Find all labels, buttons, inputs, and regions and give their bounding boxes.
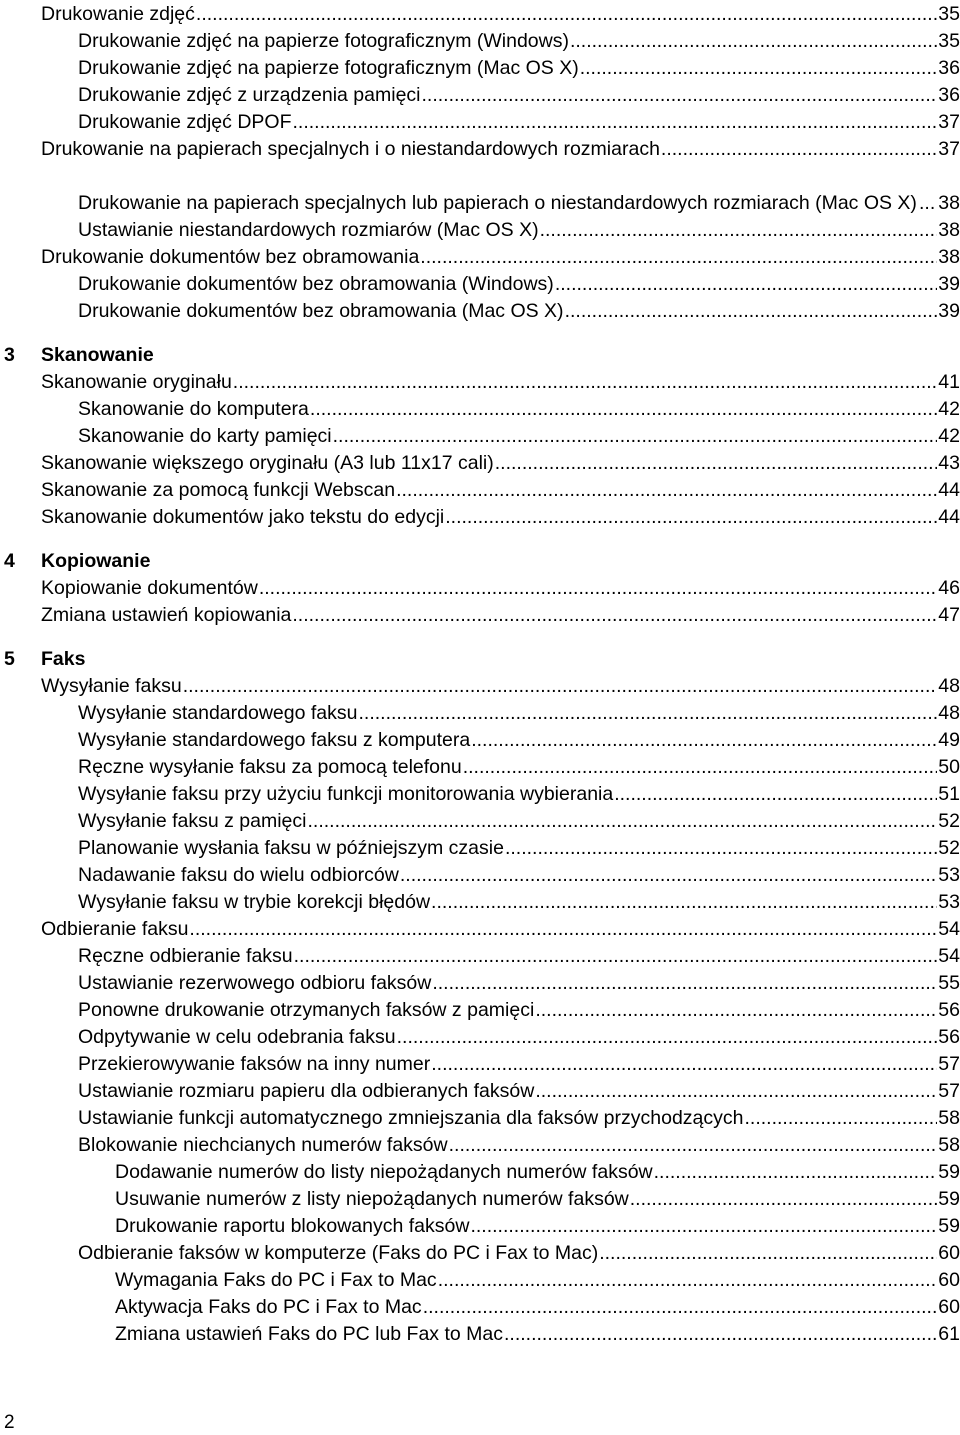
toc-entry-title: Skanowanie większego oryginału (A3 lub 11x17 cali) (41, 450, 495, 477)
chapter-title: Kopiowanie (41, 550, 151, 572)
toc-entry-title: Skanowanie do karty pamięci (78, 423, 333, 450)
dot-leader (599, 1240, 937, 1267)
toc-entry-title: Drukowanie dokumentów bez obramowania (41, 244, 420, 271)
toc-entry[interactable] (78, 997, 960, 1024)
toc-entry-title: Drukowanie zdjęć (41, 1, 196, 28)
chapter-number: 5 (4, 648, 15, 670)
dot-leader (397, 1024, 938, 1051)
chapter-number: 4 (4, 550, 15, 572)
toc-entry-page: 39 (938, 273, 960, 295)
toc-entry-title: Drukowanie dokumentów bez obramowania (Mac OS X) (78, 298, 565, 325)
toc-entry[interactable] (78, 1132, 960, 1159)
toc-entry-page: 61 (938, 1323, 960, 1345)
toc-entry-title: Drukowanie na papierach specjalnych lub papierach o niestandardowych rozmiarach (Mac OS X) (78, 190, 919, 217)
toc-entry-page: 35 (938, 30, 960, 52)
toc-entry-page: 58 (938, 1134, 960, 1156)
toc-entry-page: 57 (938, 1053, 960, 1075)
toc-entry[interactable] (78, 970, 960, 997)
dot-leader (535, 1078, 937, 1105)
toc-entry-page: 35 (938, 3, 960, 25)
toc-entry[interactable] (115, 1186, 960, 1213)
dot-leader (504, 1321, 937, 1348)
toc-entry-page: 50 (938, 756, 960, 778)
dot-leader (400, 862, 937, 889)
dot-leader (196, 1, 937, 28)
toc-entry-page: 36 (938, 84, 960, 106)
dot-leader (438, 1267, 938, 1294)
toc-entry-title: Skanowanie oryginału (41, 369, 233, 396)
toc-entry-page: 42 (938, 398, 960, 420)
dot-leader (470, 1213, 937, 1240)
toc-entry-page: 47 (938, 604, 960, 626)
toc-entry-page: 56 (938, 999, 960, 1021)
toc-entry-page: 59 (938, 1188, 960, 1210)
toc-entry[interactable] (41, 504, 960, 531)
dot-leader (449, 1132, 938, 1159)
toc-entry-page: 51 (938, 783, 960, 805)
toc-entry-title: Zmiana ustawień kopiowania (41, 602, 292, 629)
toc-entry-page: 37 (938, 138, 960, 160)
toc-entry[interactable] (115, 1213, 960, 1240)
toc-entry[interactable] (41, 136, 960, 163)
dot-leader (183, 673, 938, 700)
dot-leader (420, 244, 937, 271)
dot-leader (555, 271, 937, 298)
toc-entry[interactable] (78, 298, 960, 325)
toc-entry-page: 42 (938, 425, 960, 447)
toc-entry[interactable] (78, 835, 960, 862)
toc-entry-title: Wysyłanie standardowego faksu (78, 700, 358, 727)
toc-entry[interactable] (115, 1267, 960, 1294)
toc-entry-title: Ustawianie rezerwowego odbioru faksów (78, 970, 432, 997)
toc-entry[interactable] (78, 163, 960, 217)
toc-entry-page: 37 (938, 111, 960, 133)
toc-entry[interactable] (78, 423, 960, 450)
toc-entry[interactable] (78, 781, 960, 808)
toc-entry-title: Ustawianie niestandardowych rozmiarów (Mac OS X) (78, 217, 540, 244)
chapter-heading[interactable] (0, 646, 960, 673)
toc-entry-title: Nadawanie faksu do wielu odbiorców (78, 862, 400, 889)
toc-entry-title: Drukowanie zdjęć na papierze fotograficznym (Windows) (78, 28, 570, 55)
toc-entry-page: 59 (938, 1215, 960, 1237)
dot-leader (422, 82, 938, 109)
toc-entry-page: 38 (938, 246, 960, 268)
dot-leader (294, 943, 938, 970)
dot-leader (259, 575, 937, 602)
toc-entry-title: Odpytywanie w celu odebrania faksu (78, 1024, 397, 1051)
dot-leader (445, 504, 937, 531)
chapter-heading[interactable] (0, 342, 960, 369)
toc-entry[interactable] (78, 217, 960, 244)
toc-entry-title: Ręczne wysyłanie faksu za pomocą telefonu (78, 754, 463, 781)
toc-entry[interactable] (78, 1105, 960, 1132)
toc-entry-page: 55 (938, 972, 960, 994)
chapter-title: Skanowanie (41, 344, 154, 366)
toc-entry-page: 54 (938, 945, 960, 967)
dot-leader (396, 477, 937, 504)
toc-entry[interactable] (78, 55, 960, 82)
toc-entry-page: 52 (938, 837, 960, 859)
toc-entry[interactable] (115, 1294, 960, 1321)
dot-leader (565, 298, 938, 325)
toc-entry-title: Drukowanie zdjęć na papierze fotograficznym (Mac OS X) (78, 55, 580, 82)
toc-entry-title: Ponowne drukowanie otrzymanych faksów z pamięci (78, 997, 535, 1024)
toc-entry[interactable] (78, 727, 960, 754)
dot-leader (431, 889, 937, 916)
dot-leader (292, 602, 937, 629)
toc-entry[interactable] (41, 916, 960, 943)
dot-leader (745, 1105, 938, 1132)
toc-entry-title: Blokowanie niechcianych numerów faksów (78, 1132, 449, 1159)
toc-entry-title: Wysyłanie faksu w trybie korekcji błędów (78, 889, 431, 916)
dot-leader (431, 1051, 937, 1078)
toc-entry-page: 36 (938, 57, 960, 79)
toc-entry-page: 48 (938, 702, 960, 724)
dot-leader (661, 136, 937, 163)
dot-leader (293, 109, 938, 136)
toc-entry-page: 46 (938, 577, 960, 599)
toc-entry[interactable] (78, 889, 960, 916)
dot-leader (535, 997, 937, 1024)
toc-entry[interactable] (78, 754, 960, 781)
dot-leader (919, 190, 937, 217)
toc-entry-title: Ręczne odbieranie faksu (78, 943, 294, 970)
toc-entry-title: Zmiana ustawień Faks do PC lub Fax to Mac (115, 1321, 504, 1348)
toc-entry[interactable] (78, 396, 960, 423)
toc-entry[interactable] (78, 82, 960, 109)
toc-entry-title: Skanowanie za pomocą funkcji Webscan (41, 477, 396, 504)
toc-entry-title: Przekierowywanie faksów na inny numer (78, 1051, 431, 1078)
toc-entry-page: 57 (938, 1080, 960, 1102)
toc-entry-title: Drukowanie na papierach specjalnych i o niestandardowych rozmiarach (41, 136, 661, 163)
chapter-number: 3 (4, 344, 15, 366)
toc-entry-page: 41 (938, 371, 960, 393)
toc-entry-title: Wymagania Faks do PC i Fax to Mac (115, 1267, 438, 1294)
dot-leader (580, 55, 938, 82)
toc-entry-page: 43 (938, 452, 960, 474)
toc-entry-title: Ustawianie rozmiaru papieru dla odbieranych faksów (78, 1078, 535, 1105)
dot-leader (630, 1186, 938, 1213)
toc-entry-page: 38 (938, 219, 960, 241)
toc-entry-page: 54 (938, 918, 960, 940)
toc-entry-title: Drukowanie zdjęć DPOF (78, 109, 293, 136)
toc-entry-title: Wysyłanie faksu przy użyciu funkcji monitorowania wybierania (78, 781, 614, 808)
toc-entry-title: Odbieranie faksów w komputerze (Faks do PC i Fax to Mac) (78, 1240, 599, 1267)
toc-entry[interactable] (78, 1051, 960, 1078)
toc-entry[interactable] (78, 28, 960, 55)
toc-entry[interactable] (41, 1, 960, 28)
toc-entry[interactable] (78, 1024, 960, 1051)
toc-entry[interactable] (78, 1078, 960, 1105)
toc-entry[interactable] (115, 1159, 960, 1186)
toc-entry-page: 49 (938, 729, 960, 751)
toc-entry-page: 53 (938, 891, 960, 913)
toc-entry[interactable] (78, 109, 960, 136)
dot-leader (423, 1294, 938, 1321)
dot-leader (471, 727, 937, 754)
toc-entry-title: Skanowanie dokumentów jako tekstu do edycji (41, 504, 445, 531)
toc-entry-title: Odbieranie faksu (41, 916, 189, 943)
toc-entry[interactable] (78, 862, 960, 889)
dot-leader (463, 754, 938, 781)
chapter-title: Faks (41, 648, 86, 670)
toc-entry-page: 53 (938, 864, 960, 886)
chapter-heading[interactable] (0, 548, 960, 575)
toc-entry-title: Drukowanie zdjęć z urządzenia pamięci (78, 82, 422, 109)
dot-leader (570, 28, 937, 55)
dot-leader (654, 1159, 938, 1186)
toc-entry-title: Planowanie wysłania faksu w późniejszym czasie (78, 835, 505, 862)
toc-entry-title: Wysyłanie faksu (41, 673, 183, 700)
toc-entry[interactable] (41, 673, 960, 700)
toc-entry-title: Drukowanie dokumentów bez obramowania (Windows) (78, 271, 555, 298)
dot-leader (614, 781, 937, 808)
dot-leader (333, 423, 938, 450)
toc-entry-title: Kopiowanie dokumentów (41, 575, 259, 602)
toc-entry[interactable] (41, 244, 960, 271)
toc-entry-title: Usuwanie numerów z listy niepożądanych numerów faksów (115, 1186, 630, 1213)
toc-entry[interactable] (78, 700, 960, 727)
toc-entry-page: 59 (938, 1161, 960, 1183)
toc-entry[interactable] (78, 943, 960, 970)
toc-entry-title: Wysyłanie standardowego faksu z komputera (78, 727, 471, 754)
toc-entry-title: Aktywacja Faks do PC i Fax to Mac (115, 1294, 423, 1321)
dot-leader (308, 808, 938, 835)
dot-leader (432, 970, 937, 997)
toc-entry[interactable] (115, 1321, 960, 1348)
toc-entry-page: 52 (938, 810, 960, 832)
toc-entry-title: Drukowanie raportu blokowanych faksów (115, 1213, 470, 1240)
dot-leader (358, 700, 937, 727)
toc-entry-title: Ustawianie funkcji automatycznego zmniejszania dla faksów przychodzących (78, 1105, 745, 1132)
toc-entry[interactable] (41, 450, 960, 477)
toc-entry-page: 60 (938, 1269, 960, 1291)
toc-entry[interactable] (41, 477, 960, 504)
toc-entry-page: 60 (938, 1242, 960, 1264)
dot-leader (540, 217, 938, 244)
toc-entry[interactable] (78, 271, 960, 298)
dot-leader (505, 835, 937, 862)
toc-entry-title: Wysyłanie faksu z pamięci (78, 808, 308, 835)
toc-entry[interactable] (78, 808, 960, 835)
dot-leader (189, 916, 937, 943)
toc-entry[interactable] (41, 369, 960, 396)
dot-leader (233, 369, 938, 396)
page-number: 2 (4, 1412, 15, 1433)
toc-entry[interactable] (78, 1240, 960, 1267)
toc-entry[interactable] (41, 602, 960, 629)
dot-leader (310, 396, 937, 423)
toc-entry[interactable] (41, 575, 960, 602)
dot-leader (495, 450, 938, 477)
toc-entry-page: 44 (938, 479, 960, 501)
toc-entry-title: Skanowanie do komputera (78, 396, 310, 423)
toc-entry-page: 38 (938, 192, 960, 214)
toc-entry-page: 56 (938, 1026, 960, 1048)
toc-entry-page: 44 (938, 506, 960, 528)
toc-entry-page: 39 (938, 300, 960, 322)
toc-entry-page: 58 (938, 1107, 960, 1129)
toc-entry-page: 60 (938, 1296, 960, 1318)
toc-entry-page: 48 (938, 675, 960, 697)
toc-entry-title: Dodawanie numerów do listy niepożądanych numerów faksów (115, 1159, 654, 1186)
